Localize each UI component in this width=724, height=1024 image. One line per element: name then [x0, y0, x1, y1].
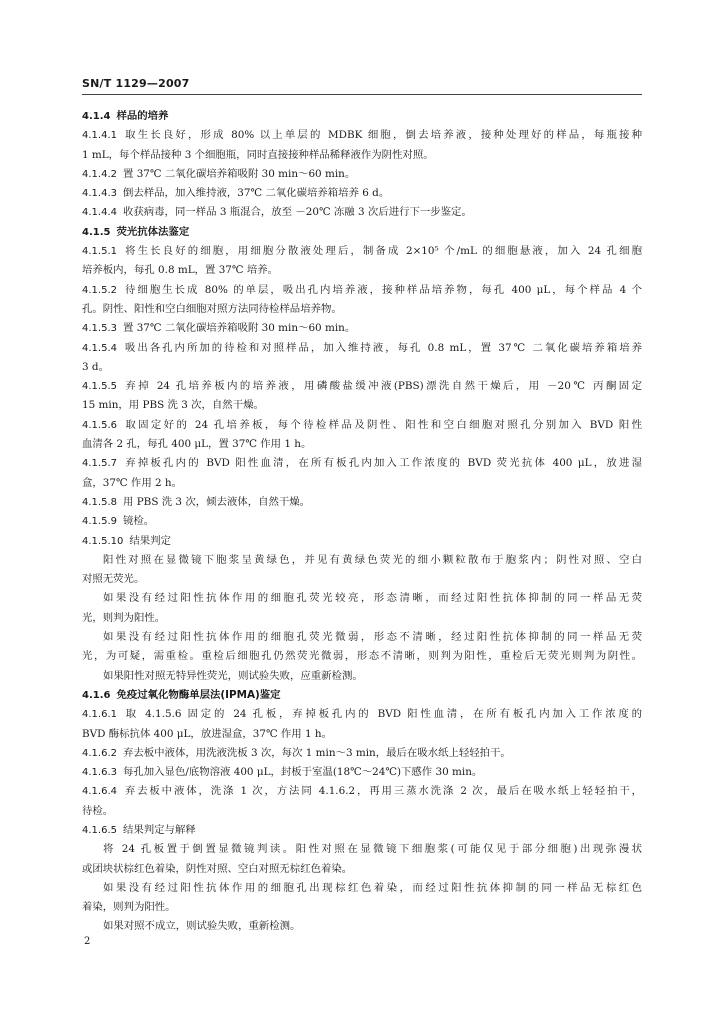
- clause-number: 4.1.6.1: [82, 709, 117, 721]
- clause-number: 4.1.5.4: [82, 342, 117, 354]
- text-line: [82, 628, 642, 647]
- text-line: [82, 551, 642, 570]
- clause-number: 4.1.4.3: [82, 188, 117, 200]
- clause-text: 光，为可疑，需重检。重检后细胞孔仍然荧光微弱，形态不清晰，则判为阳性，重检后无荧光则判为阴性。: [82, 650, 642, 663]
- clause-text: 如果没有经过阳性抗体作用的细胞孔荧光较亮，形态清晰，而经过阳性抗体抑制的同一样品无荧: [103, 592, 642, 605]
- document-body: [82, 107, 642, 937]
- clause-text: 孔。阴性、阳性和空白细胞对照方法同待检样品培养物。: [82, 302, 342, 315]
- clause-text: 置 37℃ 二氧化碳培养箱吸附 30 min～60 min。: [123, 167, 356, 180]
- clause-number: 4.1.6: [82, 689, 111, 701]
- clause-text: 收获病毒，同一样品 3 瓶混合，放至 －20℃ 冻融 3 次后进行下一步鉴定。: [123, 206, 472, 219]
- clause-text: 15 min，用 PBS 洗 3 次，自然干燥。: [82, 399, 264, 412]
- clause-line: [82, 126, 642, 145]
- clause-number: 4.1.5.8: [82, 496, 117, 508]
- clause-number: 4.1.4: [82, 111, 111, 122]
- text-line: [82, 396, 642, 415]
- clause-number: 4.1.5: [82, 226, 111, 238]
- section-heading: 样品的培养: [116, 110, 169, 122]
- clause-text: 阳性对照在显微镜下胞浆呈黄绿色，并见有黄绿色荧光的细小颗粒散布于胞浆内；阴性对照、空白: [103, 553, 642, 566]
- clause-text: 3 d。: [82, 360, 109, 373]
- clause-line: [82, 377, 642, 396]
- text-line: [82, 802, 642, 821]
- clause-line: [82, 821, 642, 840]
- clause-line: [82, 184, 642, 203]
- clause-text: 弃去板中液体，洗涤 1 次，方法同 4.1.6.2，再用三蒸水洗涤 2 次，最后在吸水纸上轻轻拍干，: [123, 785, 642, 798]
- text-line: [82, 261, 642, 280]
- clause-text: 将 24 孔板置于倒置显微镜判读。阳性对照在显微镜下细胞浆(可能仅见于部分细胞)出现弥漫状: [103, 843, 642, 856]
- clause-text: 将生长良好的细胞，用细胞分散液处理后，制备成 2×10⁵ 个/mL 的细胞悬液，加入 24 孔细胞: [123, 245, 642, 258]
- clause-text: 着染，则判为阳性。: [82, 901, 176, 914]
- clause-text: 结果判定与解释: [123, 823, 196, 836]
- text-line: [82, 840, 642, 859]
- clause-text: BVD 酶标抗体 400 μL，放进湿盒，37℃ 作用 1 h。: [82, 727, 332, 740]
- text-line: [82, 435, 642, 454]
- clause-text: 倒去样品，加入维持液，37℃ 二氧化碳培养箱培养 6 d。: [123, 187, 390, 200]
- text-line: [82, 667, 642, 686]
- text-line: [82, 358, 642, 377]
- clause-number: 4.1.6.3: [82, 767, 117, 779]
- clause-number: 4.1.5.10: [82, 535, 124, 547]
- clause-number: 4.1.5.9: [82, 516, 117, 528]
- clause-line: [82, 532, 642, 551]
- clause-number: 4.1.5.3: [82, 323, 117, 335]
- page-number: 2: [84, 936, 91, 947]
- clause-line: [82, 165, 642, 184]
- clause-text: 置 37℃ 二氧化碳培养箱吸附 30 min～60 min。: [123, 322, 356, 335]
- clause-text: 弃掉 24 孔培养板内的培养液，用磷酸盐缓冲液(PBS)漂洗自然干燥后，用 －20℃ 丙酮固定: [123, 380, 642, 393]
- clause-number: 4.1.5.5: [82, 381, 117, 393]
- clause-text: 每孔加入显色/底物溶液 400 μL，封板于室温(18℃～24℃)下感作 30 min。: [123, 766, 483, 779]
- clause-number: 4.1.5.7: [82, 458, 117, 470]
- clause-line: [82, 339, 642, 358]
- clause-text: 如果对照不成立，则试验失败，重新检测。: [103, 920, 301, 933]
- clause-text: 血清各 2 孔，每孔 400 μL，置 37℃ 作用 1 h。: [82, 438, 312, 451]
- clause-number: 4.1.4.4: [82, 207, 117, 219]
- text-line: [82, 300, 642, 319]
- clause-line: [82, 512, 642, 531]
- clause-number: 4.1.4.1: [82, 130, 117, 142]
- clause-text: 培养板内，每孔 0.8 mL，置 37℃ 培养。: [82, 264, 279, 277]
- clause-number: 4.1.6.2: [82, 747, 117, 759]
- clause-text: 待细胞生长成 80% 的单层，吸出孔内培养液，接种样品培养物，每孔 400 μL，每个样品 4 个: [123, 283, 642, 296]
- section-heading: 荧光抗体法鉴定: [116, 225, 190, 238]
- clause-line: [82, 242, 642, 261]
- clause-text: 光，则判为阳性。: [82, 611, 166, 624]
- clause-text: 弃去板中液体，用洗液洗板 3 次，每次 1 min～3 min，最后在吸水纸上轻轻拍干。: [123, 746, 511, 759]
- clause-text: 如果没有经过阳性抗体作用的细胞孔出现棕红色着染，而经过阳性抗体抑制的同一样品无棕红色: [103, 881, 642, 894]
- clause-text: 如果没有经过阳性抗体作用的细胞孔荧光微弱，形态不清晰，经过阳性抗体抑制的同一样品无荧: [103, 631, 642, 644]
- text-line: [82, 474, 642, 493]
- clause-number: 4.1.5.2: [82, 284, 117, 296]
- clause-number: 4.1.6.5: [82, 824, 117, 836]
- text-line: [82, 570, 642, 589]
- clause-number: 4.1.4.2: [82, 168, 117, 180]
- clause-text: 如果阳性对照无特异性荧光，则试验失败，应重新检测。: [103, 669, 363, 682]
- text-line: [82, 609, 642, 628]
- clause-line: [82, 705, 642, 724]
- clause-line: [82, 107, 642, 126]
- text-line: [82, 898, 642, 917]
- clause-text: 取生长良好，形成 80% 以上单层的 MDBK 细胞，倒去培养液，接种处理好的样品，每瓶接种: [123, 129, 642, 142]
- text-line: [82, 879, 642, 898]
- clause-line: [82, 744, 642, 763]
- text-line: [82, 860, 642, 879]
- text-line: [82, 589, 642, 608]
- clause-text: 盒，37℃ 作用 2 h。: [82, 476, 183, 489]
- clause-line: [82, 203, 642, 222]
- clause-line: [82, 493, 642, 512]
- clause-text: 镜检。: [123, 515, 155, 528]
- header-rule: [82, 94, 642, 95]
- text-line: [82, 647, 642, 666]
- clause-text: 结果判定: [129, 534, 171, 547]
- clause-line: [82, 319, 642, 338]
- clause-number: 4.1.6.4: [82, 786, 117, 798]
- clause-number: 4.1.5.6: [82, 419, 117, 431]
- clause-number: 4.1.5.1: [82, 246, 117, 258]
- clause-line: [82, 686, 642, 705]
- clause-line: [82, 782, 642, 801]
- text-line: [82, 725, 642, 744]
- clause-line: [82, 281, 642, 300]
- text-line: [82, 146, 642, 165]
- clause-text: 待检。: [82, 804, 114, 817]
- clause-line: [82, 223, 642, 242]
- clause-text: 或团块状棕红色着染，阴性对照、空白对照无棕红色着染。: [82, 862, 353, 875]
- clause-line: [82, 416, 642, 435]
- clause-text: 取固定好的 24 孔培养板，每个待检样品及阴性、阳性和空白细胞对照孔分别加入 BVD 阳性: [123, 418, 642, 431]
- clause-text: 取 4.1.5.6 固定的 24 孔板，弃掉板孔内的 BVD 阳性血清，在所有板孔内加入工作浓度的: [123, 708, 642, 721]
- clause-text: 1 mL，每个样品接种 3 个细胞瓶，同时直接接种样品稀释液作为阴性对照。: [82, 148, 434, 161]
- text-line: [82, 917, 642, 936]
- clause-text: 用 PBS 洗 3 次，倾去液体，自然干燥。: [123, 495, 311, 508]
- clause-line: [82, 763, 642, 782]
- standard-code: SN/T 1129—2007: [82, 77, 190, 90]
- clause-text: 弃掉板孔内的 BVD 阳性血清，在所有板孔内加入工作浓度的 BVD 荧光抗体 400 μL，放进湿: [123, 457, 642, 470]
- clause-line: [82, 454, 642, 473]
- clause-text: 吸出各孔内所加的待检和对照样品，加入维持液，每孔 0.8 mL，置 37℃ 二氧化碳培养箱培养: [123, 341, 642, 354]
- section-heading: 免疫过氧化物酶单层法(IPMA)鉴定: [116, 688, 281, 701]
- clause-text: 对照无荧光。: [82, 573, 145, 586]
